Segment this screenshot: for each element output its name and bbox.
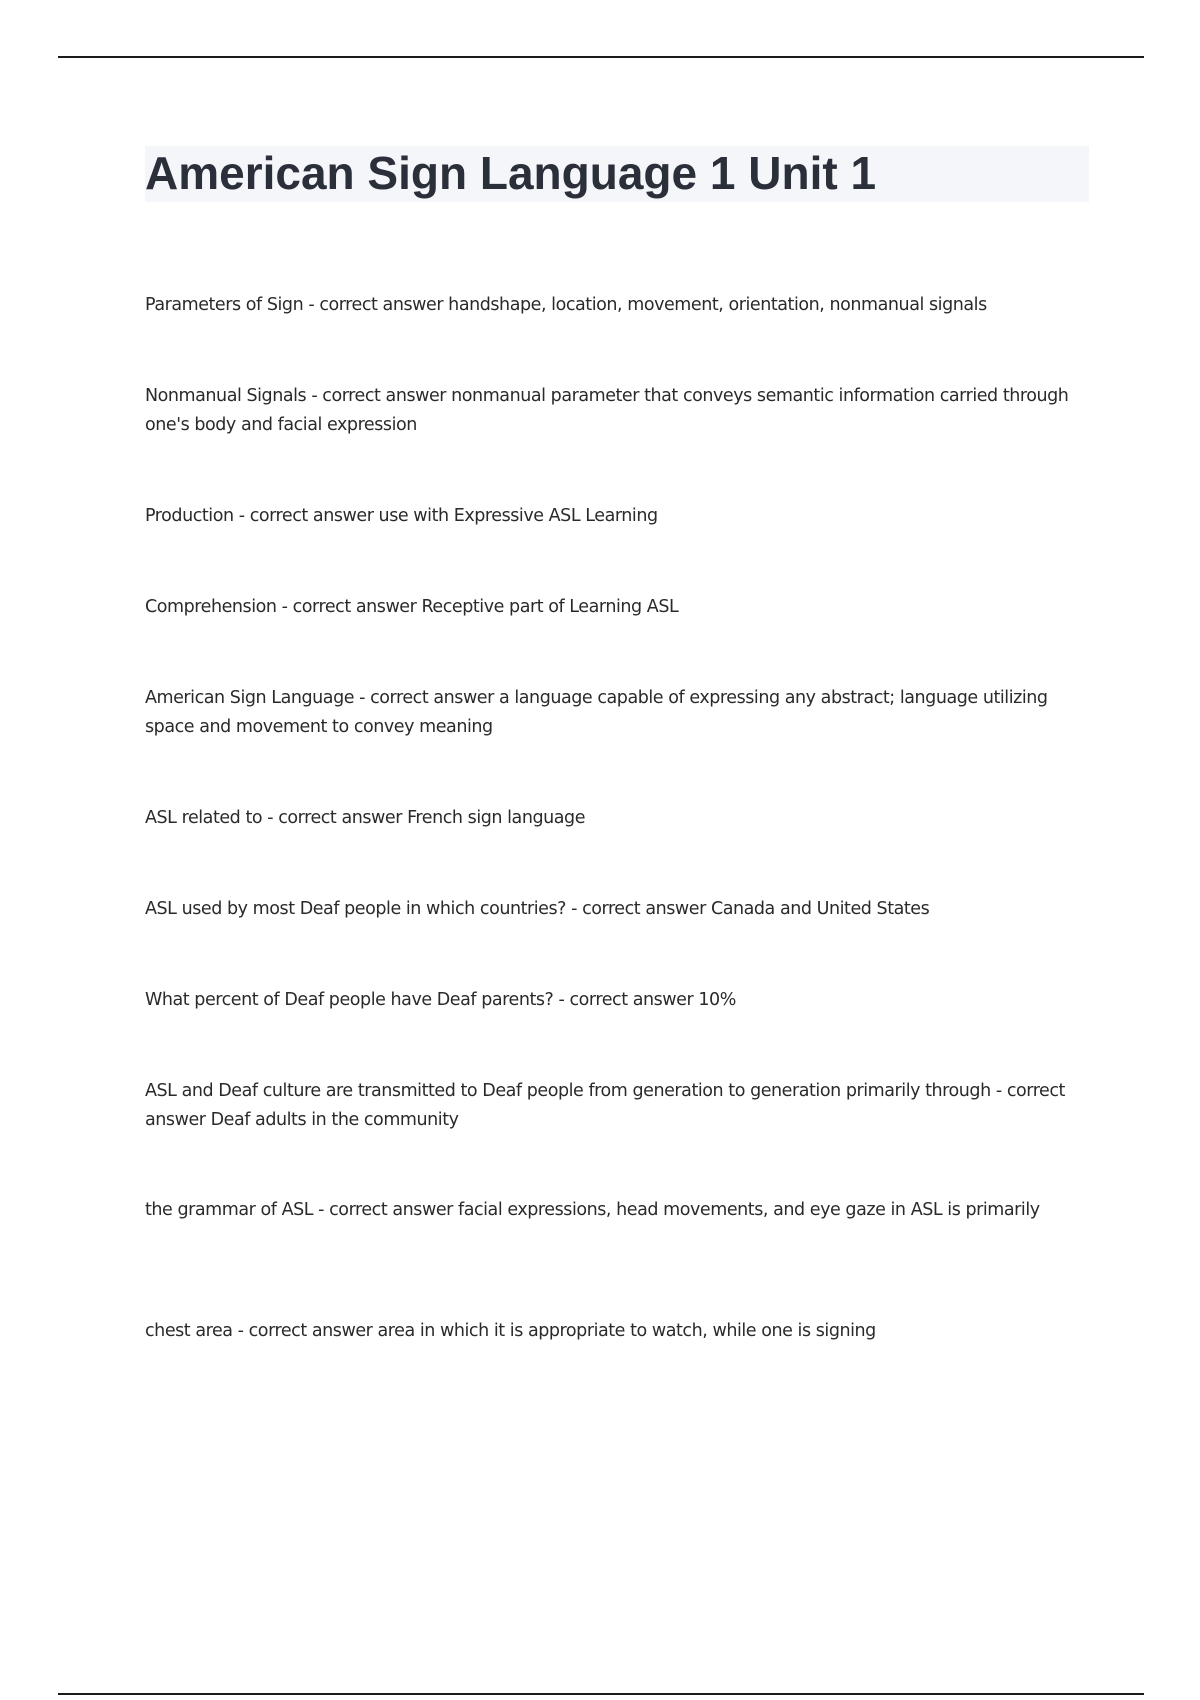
qa-item-nonmanual-signals: Nonmanual Signals - correct answer nonmanual parameter that conveys semantic information carried through one's body and facial expression [145, 386, 1069, 435]
qa-item-parameters-of-sign: Parameters of Sign - correct answer handshape, location, movement, orientation, nonmanual signals [145, 295, 987, 315]
qa-item-asl-countries: ASL used by most Deaf people in which countries? - correct answer Canada and United States [145, 899, 930, 919]
qa-item-production: Production - correct answer use with Expressive ASL Learning [145, 506, 658, 526]
qa-item-grammar-of-asl: the grammar of ASL - correct answer facial expressions, head movements, and eye gaze in ASL is primarily [145, 1200, 1040, 1220]
qa-item-comprehension: Comprehension - correct answer Receptive part of Learning ASL [145, 597, 679, 617]
qa-item-chest-area: chest area - correct answer area in which it is appropriate to watch, while one is signing [145, 1321, 876, 1341]
qa-item-asl-related-to: ASL related to - correct answer French sign language [145, 808, 586, 828]
qa-item-deaf-culture-transmission: ASL and Deaf culture are transmitted to Deaf people from generation to generation primarily through - correct answer Deaf adults in the community [145, 1081, 1065, 1130]
qa-item-deaf-parents-percent: What percent of Deaf people have Deaf parents? - correct answer 10% [145, 990, 736, 1010]
qa-item-american-sign-language: American Sign Language - correct answer a language capable of expressing any abstract; language utilizing space and movement to convey meaning [145, 688, 1048, 737]
document-title: American Sign Language 1 Unit 1 [145, 147, 877, 199]
header-rule [58, 56, 1144, 58]
footer-rule [58, 1693, 1144, 1695]
